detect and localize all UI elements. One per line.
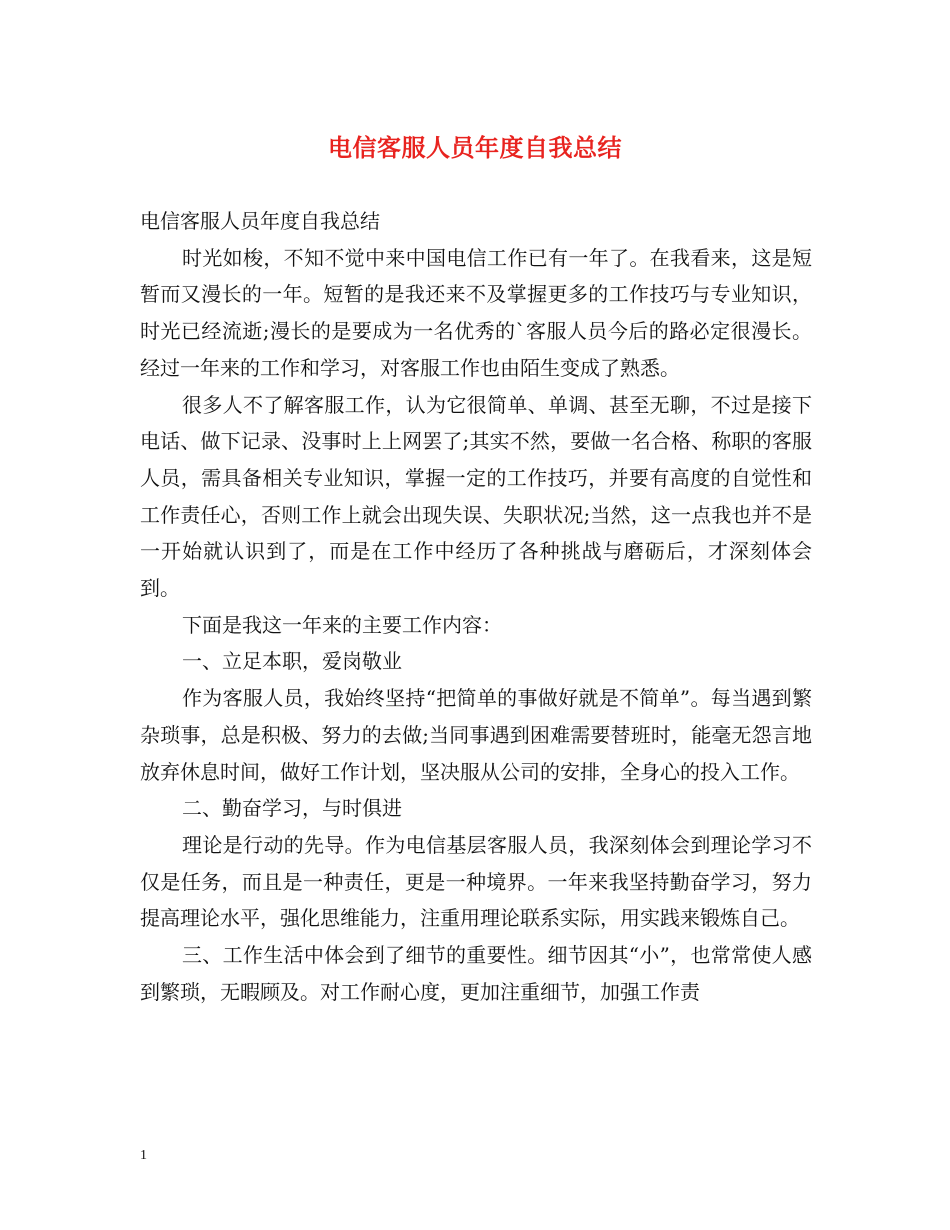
body-paragraph: 下面是我这一年来的主要工作内容： xyxy=(182,612,502,637)
section-heading: 一、立足本职，爱岗敬业 xyxy=(182,649,402,674)
page-number: 1 xyxy=(140,1148,147,1163)
body-paragraph: 理论是行动的先导。作为电信基层客服人员，我深刻体会到理论学习不仅是任务，而且是一种责任，更是一种境界。一年来我坚持勤奋学习，努力提高理论水平，强化思维能力，注重用理论联系实际，用实践来锻炼自己。 xyxy=(140,832,812,931)
document-title: 电信客服人员年度自我总结 xyxy=(328,133,622,162)
body-paragraph: 三、工作生活中体会到了细节的重要性。细节因其“小”，也常常使人感到繁琐，无暇顾及。对工作耐心度，更加注重细节，加强工作责 xyxy=(140,943,812,1004)
subtitle-paragraph: 电信客服人员年度自我总结 xyxy=(140,209,380,233)
section-heading: 二、勤奋学习，与时俱进 xyxy=(182,796,402,821)
body-paragraph: 很多人不了解客服工作，认为它很简单、单调、甚至无聊，不过是接下电话、做下记录、没事时上上网罢了;其实不然，要做一名合格、称职的客服人员，需具备相关专业知识，掌握一定的工作技巧，并要有高度的自觉性和工作责任心，否则工作上就会出现失误、失职状况;当然，这一点我也并不是一开始就认识到了，而是在工作中经历了各种挑战与磨砺后，才深刻体会到。 xyxy=(140,392,812,601)
body-paragraph: 时光如梭，不知不觉中来中国电信工作已有一年了。在我看来，这是短暂而又漫长的一年。短暂的是我还来不及掌握更多的工作技巧与专业知识，时光已经流逝;漫长的是要成为一名优秀的`客服人员今后的路必定很漫长。经过一年来的工作和学习，对客服工作也由陌生变成了熟悉。 xyxy=(140,245,812,380)
body-paragraph: 作为客服人员，我始终坚持“把简单的事做好就是不简单”。每当遇到繁杂琐事，总是积极、努力的去做;当同事遇到困难需要替班时，能毫无怨言地放弃休息时间，做好工作计划，坚决服从公司的安排，全身心的投入工作。 xyxy=(140,686,812,784)
document-body xyxy=(140,203,812,1010)
